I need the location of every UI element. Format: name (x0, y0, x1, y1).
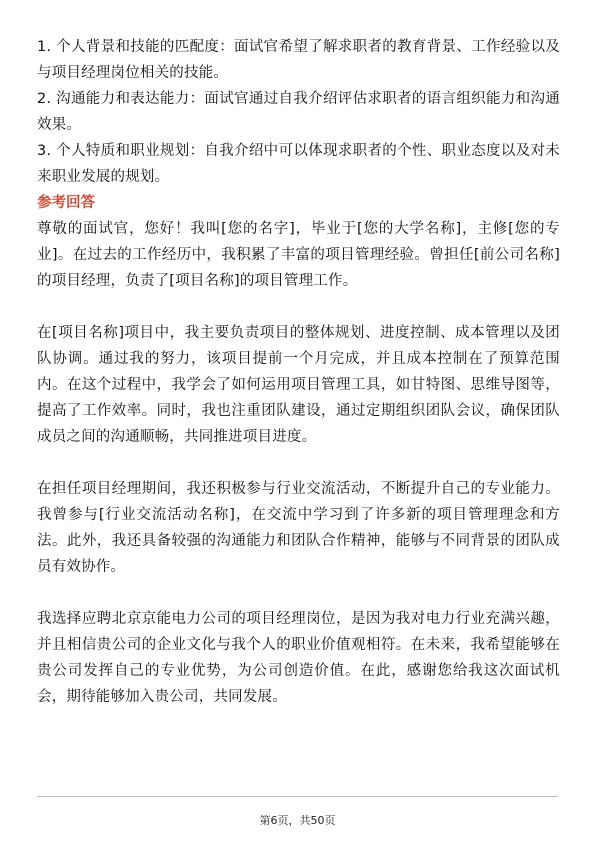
list-item-communication: 2. 沟通能力和表达能力：面试官通过自我介绍评估求职者的语言组织能力和沟通效果。 (37, 91, 560, 133)
paragraph-spacer (37, 450, 560, 476)
footer-divider (37, 796, 558, 797)
paragraph-spacer (37, 580, 560, 606)
page-number: 第6页，共50页 (259, 814, 336, 827)
answer-paragraph-intro: 尊敬的面试官，您好！我叫[您的名字]，毕业于[您的大学名称]，主修[您的专业]。在过去的工作经历中，我积累了丰富的项目管理经验。曾担任[前公司名称]的项目经理，负责了[项目名称]的项目管理工作。 (37, 221, 560, 289)
answer-paragraph-project: 在[项目名称]项目中，我主要负责项目的整体规划、进度控制、成本管理以及团队协调。通过我的努力，该项目提前一个月完成，并且成本控制在了预算范围内。在这个过程中，我学会了如何运用项目管理工具，如甘特图、思维导图等，提高了工作效率。同时，我也注重团队建设，通过定期组织团队会议，确保团队成员之间的沟通顺畅，共同推进项目进度。 (37, 325, 560, 445)
document-body (37, 34, 560, 710)
paragraph-spacer (37, 294, 560, 320)
list-item-background: 1. 个人背景和技能的匹配度：面试官希望了解求职者的教育背景、工作经验以及与项目经理岗位相关的技能。 (37, 39, 560, 81)
section-heading-reference-answer: 参考回答 (37, 195, 95, 211)
answer-paragraph-industry: 在担任项目经理期间，我还积极参与行业交流活动，不断提升自己的专业能力。我曾参与[行业交流活动名称]，在交流中学习到了许多新的项目管理理念和方法。此外，我还具备较强的沟通能力和团队合作精神，能够与不同背景的团队成员有效协作。 (37, 481, 560, 575)
answer-paragraph-motivation: 我选择应聘北京京能电力公司的项目经理岗位，是因为我对电力行业充满兴趣，并且相信贵公司的企业文化与我个人的职业价值观相符。在未来，我希望能够在贵公司发挥自己的专业优势，为公司创造价值。在此，感谢您给我这次面试机会，期待能够加入贵公司，共同发展。 (37, 611, 560, 705)
list-item-personality: 3. 个人特质和职业规划：自我介绍中可以体现求职者的个性、职业态度以及对未来职业发展的规划。 (37, 143, 560, 185)
